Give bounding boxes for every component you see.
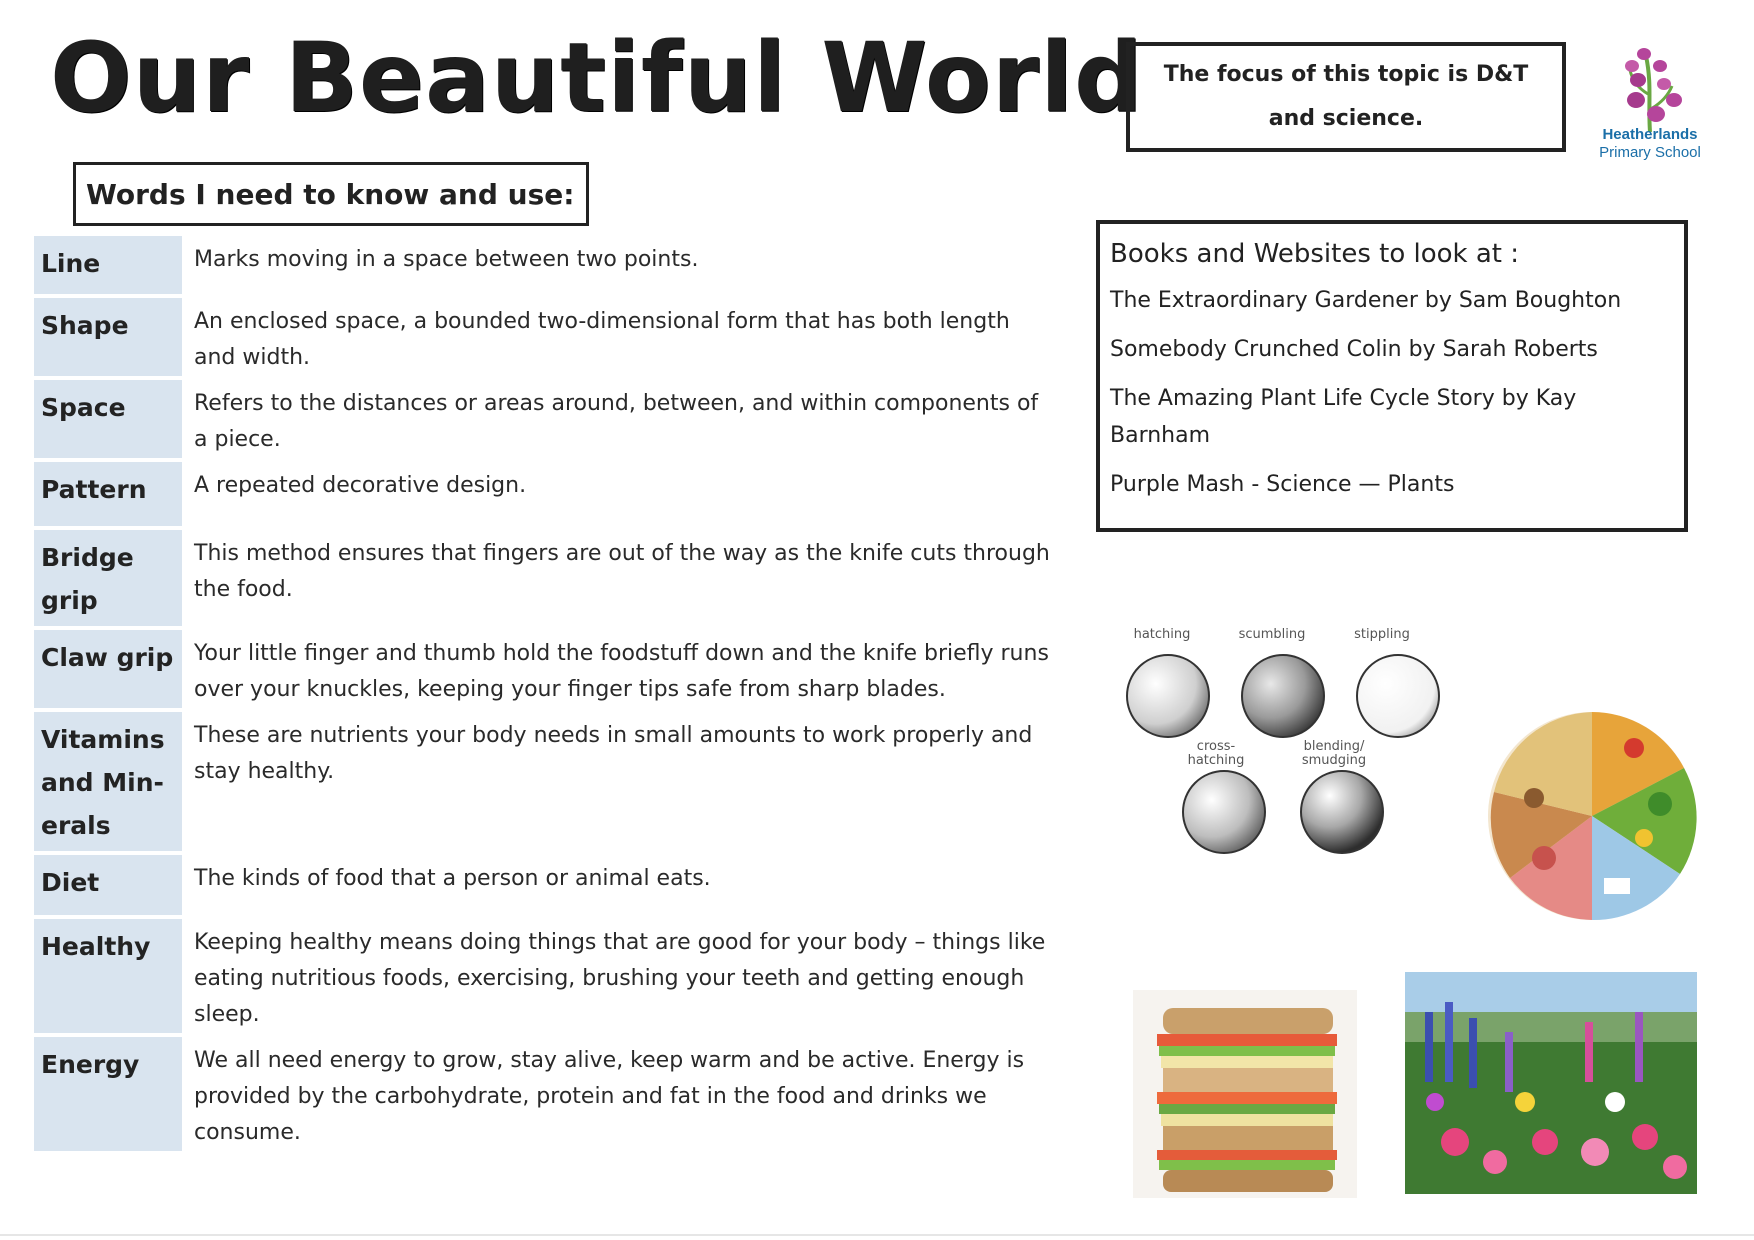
vocab-term: Bridge grip <box>34 530 182 626</box>
vocab-row-diet <box>34 855 1058 915</box>
focus-box: The focus of this topic is D&T and science. <box>1126 42 1566 152</box>
sphere-scumbling <box>1242 655 1324 737</box>
shade-label-blend-1: blending/ <box>1303 739 1365 754</box>
vocabulary-table <box>34 236 1058 1155</box>
vocab-term: Shape <box>34 298 182 376</box>
shade-label-blend-2: smudging <box>1301 753 1367 768</box>
shade-label-cross-1: cross- <box>1196 739 1236 754</box>
sphere-cross-hatching <box>1183 771 1265 853</box>
vocab-row-healthy <box>34 919 1058 1033</box>
vocab-row-pattern <box>34 462 1058 526</box>
vocab-definition: Refers to the distances or areas around, between, and within components of a piece. <box>194 391 1039 452</box>
vocab-term: Energy <box>34 1037 182 1151</box>
vocab-row-shape <box>34 298 1058 376</box>
books-heading: Books and Websites to look at : <box>1110 239 1520 269</box>
vocab-row-bridge-grip <box>34 530 1058 626</box>
shade-label-stippling: stippling <box>1354 627 1410 642</box>
shade-label-cross-hatching <box>1166 740 1266 768</box>
vocab-term: Claw grip <box>34 630 182 708</box>
page-divider <box>0 1234 1754 1236</box>
books-box <box>1096 220 1688 532</box>
vocab-term: Vitamins and Min-erals <box>34 712 182 851</box>
vocab-term: Space <box>34 380 182 458</box>
book-item: Purple Mash - Science — Plants <box>1110 472 1455 497</box>
vocab-term: Line <box>34 236 182 294</box>
shade-label-cross-2: hatching <box>1187 753 1245 768</box>
sphere-stippling <box>1357 655 1439 737</box>
sandwich-image <box>1133 990 1357 1198</box>
shade-label-hatching: hatching <box>1133 627 1191 642</box>
vocab-row-vitamins <box>34 712 1058 851</box>
vocab-term: Diet <box>34 855 182 915</box>
vocab-row-claw-grip <box>34 630 1058 708</box>
book-item: Somebody Crunched Colin by Sarah Roberts <box>1110 337 1598 362</box>
vocab-definition: This method ensures that fingers are out of the way as the knife cuts through the food. <box>194 541 1050 602</box>
vocab-definition: These are nutrients your body needs in small amounts to work properly and stay healthy. <box>194 723 1033 784</box>
book-item: The Extraordinary Gardener by Sam Boughton <box>1110 288 1622 313</box>
food-plate-image <box>1484 708 1700 924</box>
vocab-definition: We all need energy to grow, stay alive, keep warm and be active. Energy is provided by the carbohydrate, protein and fat in the food and drinks we consume. <box>194 1048 1025 1145</box>
vocab-definition: The kinds of food that a person or animal eats. <box>194 866 711 891</box>
school-name-line2: Primary School <box>1599 144 1701 161</box>
vocab-definition: A repeated decorative design. <box>194 473 527 498</box>
flower-garden-image <box>1405 972 1697 1194</box>
vocab-definition: Marks moving in a space between two points. <box>194 247 699 272</box>
vocab-definition: Keeping healthy means doing things that are good for your body – things like eating nutritious foods, exercising, brushing your teeth and getting enough sleep. <box>194 930 1046 1027</box>
school-name <box>1580 126 1720 162</box>
vocab-definition: An enclosed space, a bounded two-dimensional form that has both length and width. <box>194 309 1010 370</box>
shading-techniques <box>1118 618 1448 868</box>
shade-label-blending <box>1284 740 1384 768</box>
vocab-definition: Your little finger and thumb hold the foodstuff down and the knife briefly runs over your knuckles, keeping your finger tips safe from sharp blades. <box>194 641 1049 702</box>
words-heading: Words I need to know and use: <box>73 162 589 226</box>
book-item: The Amazing Plant Life Cycle Story by Kay Barnham <box>1110 386 1577 448</box>
school-name-line1: Heatherlands <box>1602 126 1698 143</box>
vocab-row-energy <box>34 1037 1058 1151</box>
vocab-row-line <box>34 236 1058 294</box>
page-title: Our Beautiful World <box>50 22 1144 134</box>
shade-label-scumbling: scumbling <box>1238 627 1306 642</box>
sphere-hatching <box>1127 655 1209 737</box>
vocab-term: Pattern <box>34 462 182 526</box>
vocab-term: Healthy <box>34 919 182 1033</box>
vocab-row-space <box>34 380 1058 458</box>
sphere-blending <box>1301 771 1383 853</box>
